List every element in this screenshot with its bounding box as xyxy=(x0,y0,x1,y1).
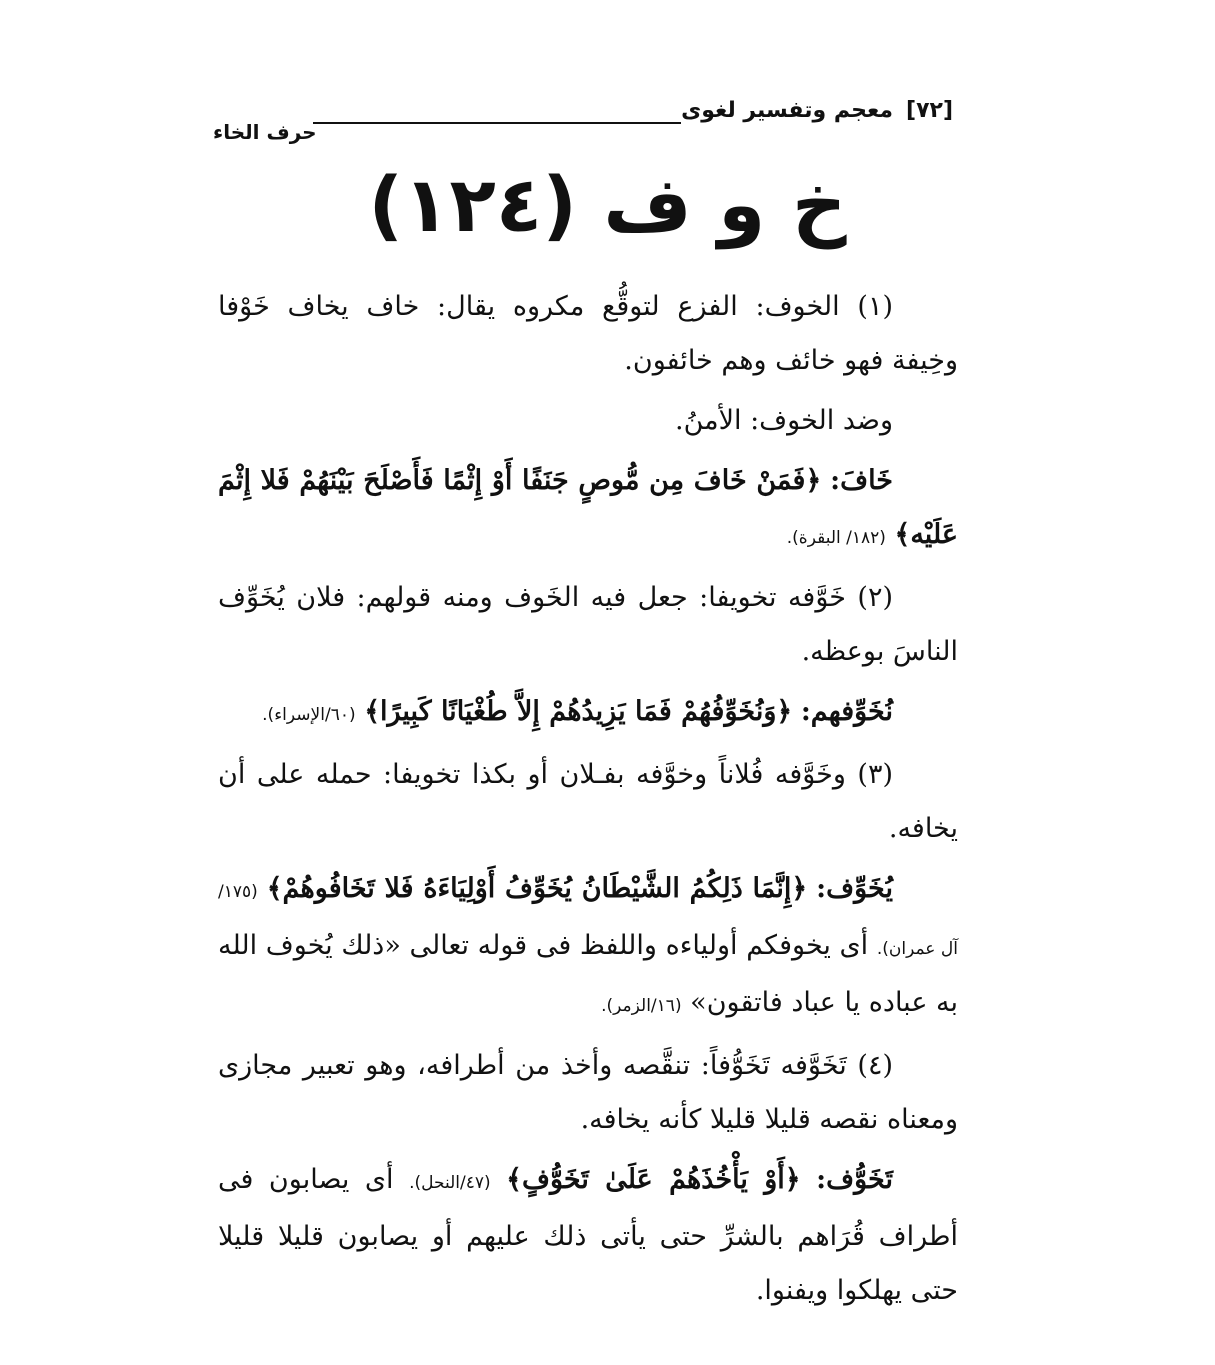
entry-body xyxy=(218,280,958,1324)
paragraph-1: (١) الخوف: الفزع لتوقُّع مكروه يقال: خاف يخاف خَوْفا وخِيفة فهو خائف وهم خائفون. xyxy=(218,291,958,376)
verse-reference: (١٨٢/ البقرة). xyxy=(786,528,886,548)
quran-quote: ﴿فَمَنْ خَافَ مِن مُّوصٍ جَنَفًا أَوْ إِثْمًا فَأَصْلَحَ بَيْنَهُمْ فَلا إِثْمَ عَلَيْه﴾ xyxy=(218,465,958,550)
explanation-text: أى يصابون فى أطراف قُرَاهم بالشرِّ حتى يأتى ذلك عليهم أو يصابون قليلا قليلا حتى يهلكوا ويفنوا. xyxy=(218,1164,958,1306)
term-takhawwuf: تَخَوُّف: xyxy=(816,1164,893,1195)
book-title: معجم وتفسير لغوى xyxy=(681,98,893,123)
paragraph-9 xyxy=(218,1153,958,1318)
paragraph-7 xyxy=(218,862,958,1033)
term-nukhawwifuhum: نُخَوِّفهم: xyxy=(800,696,893,727)
paragraph-2: وضد الخوف: الأمنُ. xyxy=(675,405,893,436)
paragraph-4: (٢) خَوَّفه تخويفا: جعل فيه الخَوف ومنه قولهم: فلان يُخَوِّف الناسَ بوعظه. xyxy=(218,582,958,667)
verse-reference: (٦٠/الإسراء). xyxy=(262,705,356,725)
term-yukhawwif: يُخَوِّف: xyxy=(816,873,893,904)
section-title: حرف الخاء xyxy=(213,120,317,144)
quran-quote: ﴿أَوْ يَأْخُذَهُمْ عَلَىٰ تَخَوُّفٍ﴾ xyxy=(506,1164,801,1195)
entry-title: خ و ف (١٢٤) xyxy=(368,160,847,249)
verse-reference: (٤٧/النحل). xyxy=(409,1173,491,1193)
explanation-text: أى يخوفكم أولياءه واللفظ فى قوله تعالى «ذلك يُخوف الله به عباده يا عباد فاتقون» xyxy=(218,930,958,1018)
quran-quote: ﴿وَنُخَوِّفُهُمْ فَمَا يَزِيدُهُمْ إِلاَّ طُغْيَانًا كَبِيرًا﴾ xyxy=(364,696,793,727)
page-header xyxy=(213,98,953,142)
verse-reference: (١٦/الزمر). xyxy=(601,996,682,1016)
paragraph-6: (٣) وخَوَّفه فُلاناً وخوَّفه بفـلان أو بكذا تخويفا: حمله على أن يخافه. xyxy=(218,759,958,844)
page-number: [٧٢] xyxy=(906,98,953,123)
header-rule xyxy=(313,122,681,124)
quran-quote: ﴿إِنَّمَا ذَلِكُمُ الشَّيْطَانُ يُخَوِّفُ أَوْلِيَاءَهُ فَلا تَخَافُوهُمْ﴾ xyxy=(266,873,808,904)
paragraph-5 xyxy=(218,685,958,742)
paragraph-3 xyxy=(218,454,958,565)
verse-reference: (١٧٥/آل عمران). xyxy=(218,882,958,959)
paragraph-8: (٤) تَخَوَّفه تَخَوُّفاً: تنقَّصه وأخذ من أطرافه، وهو تعبير مجازى ومعناه نقصه قليلا قليلا كأنه يخافه. xyxy=(218,1050,958,1135)
term-khaafa: خَافَ: xyxy=(830,465,893,496)
